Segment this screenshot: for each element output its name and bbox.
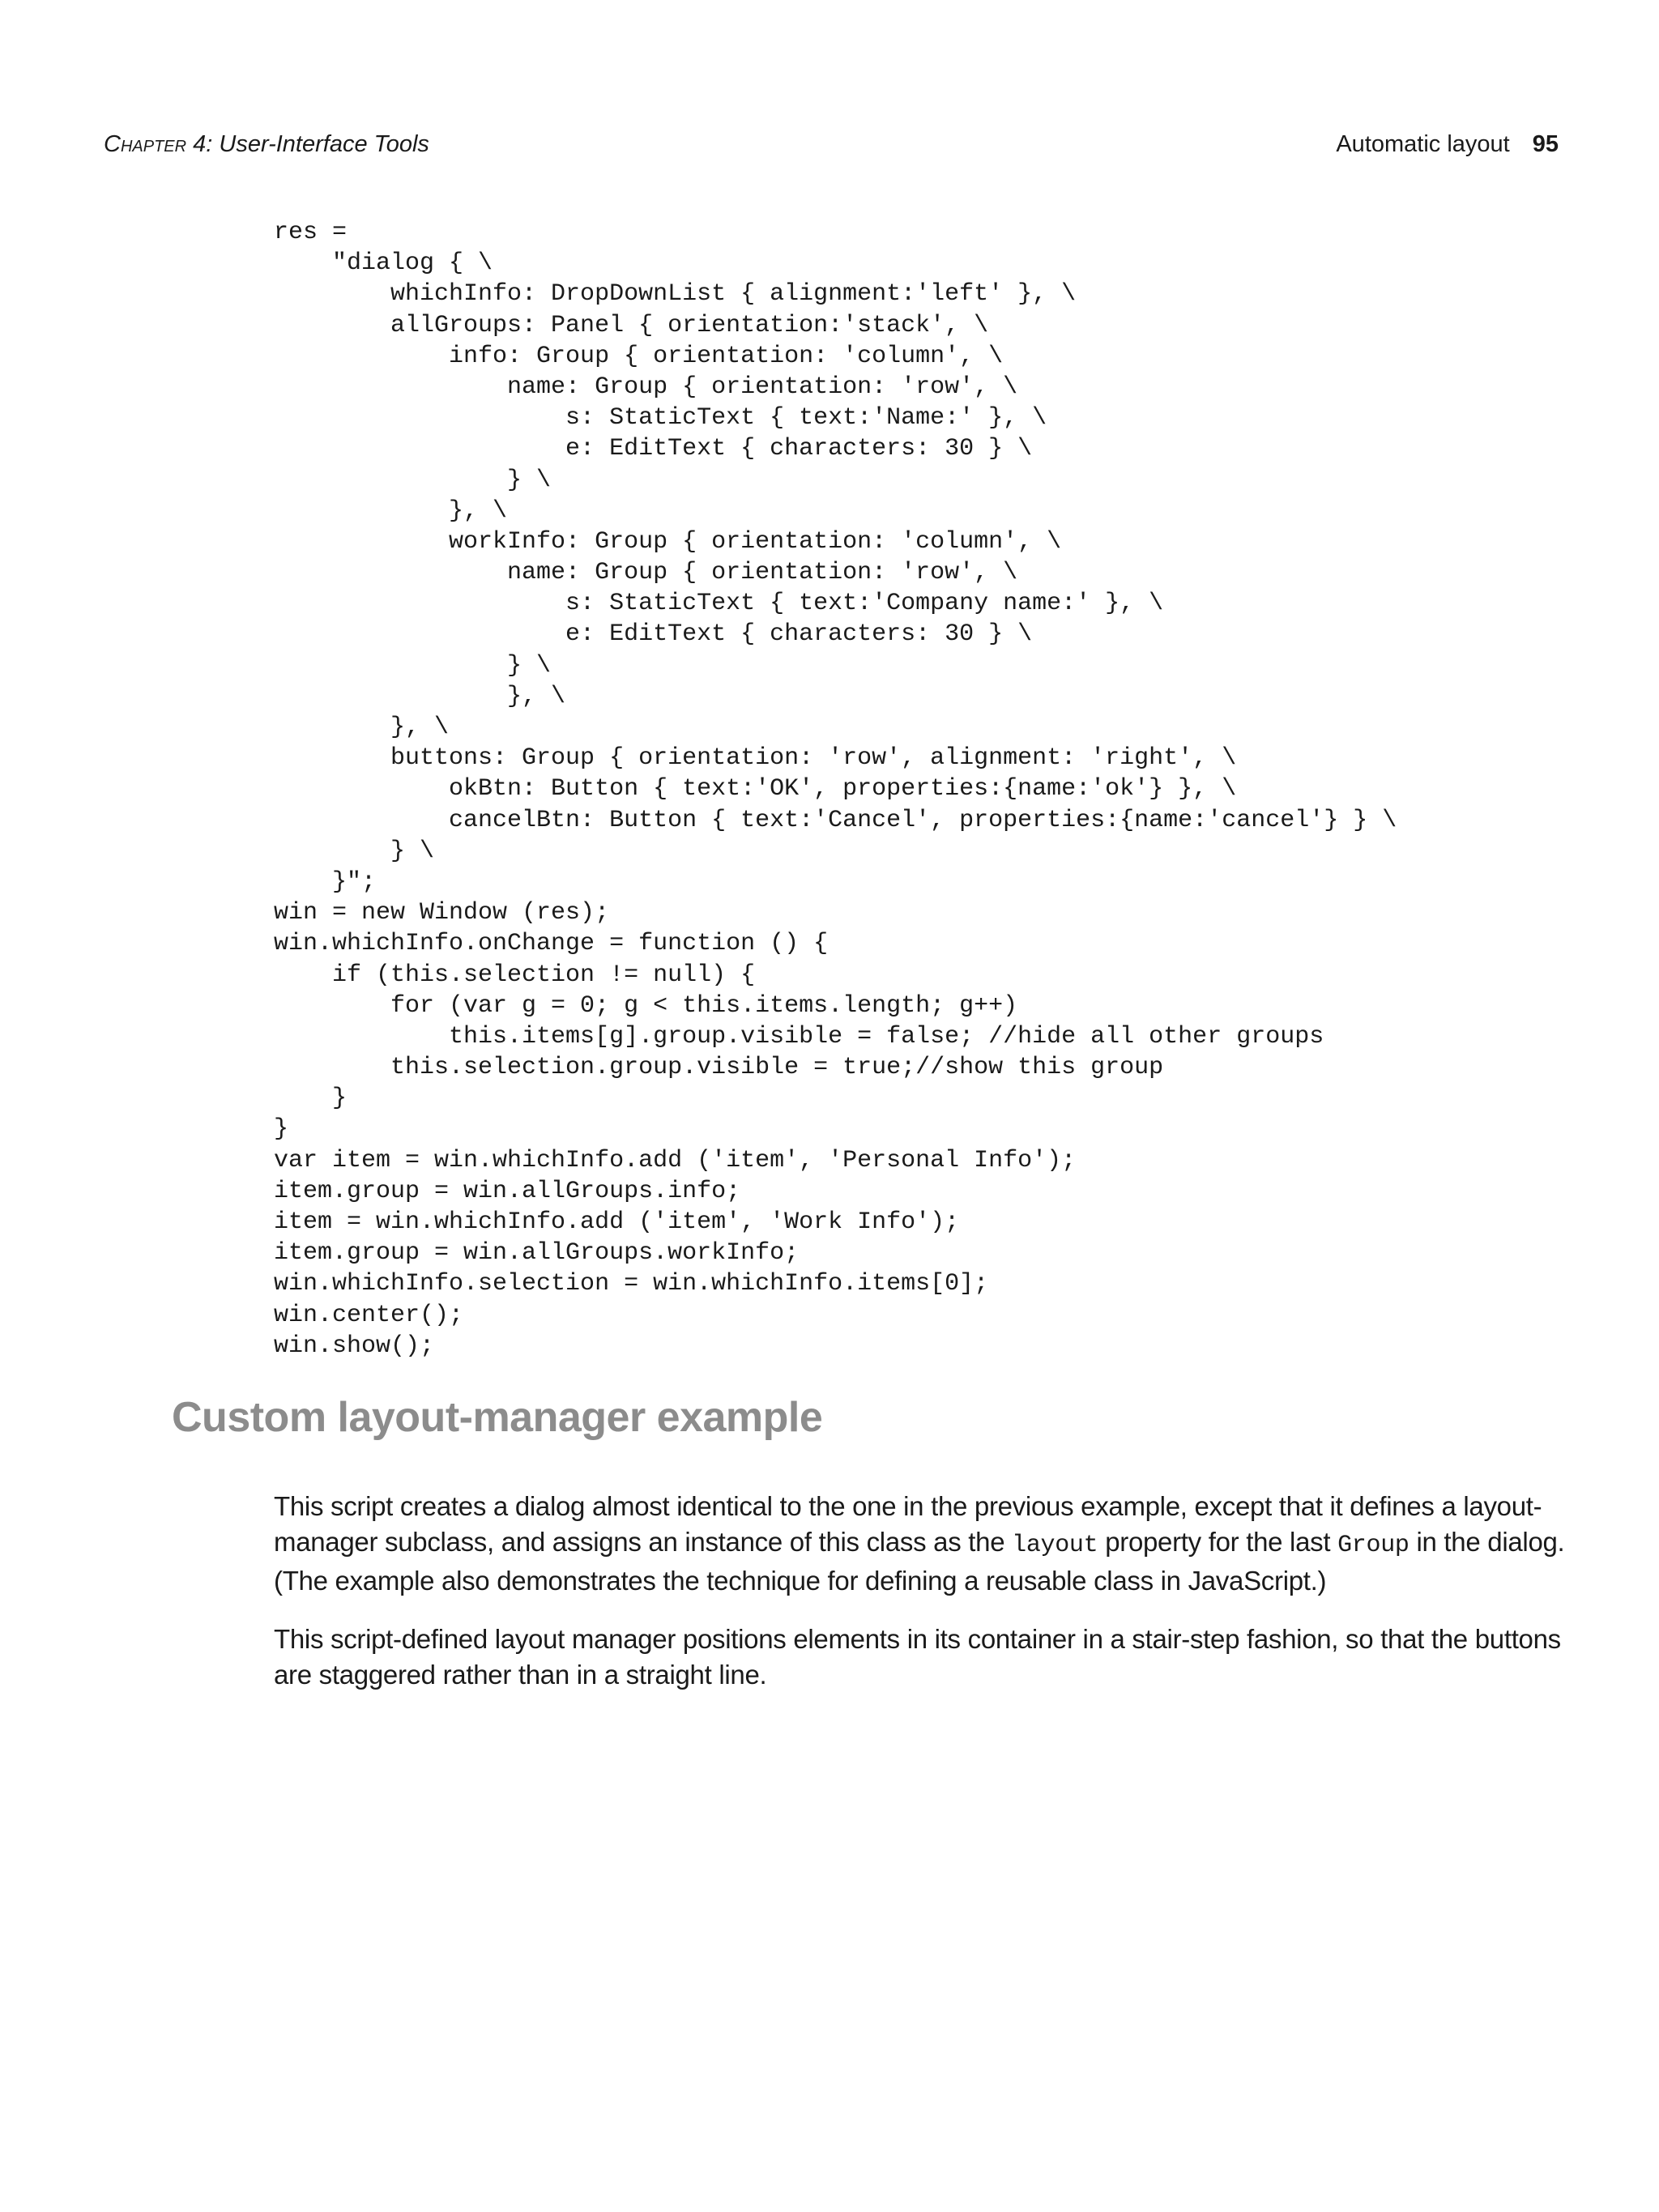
code-line: win = new Window (res);: [274, 899, 610, 927]
code-line: }";: [274, 867, 377, 896]
code-line: item.group = win.allGroups.workInfo;: [274, 1239, 800, 1268]
code-line: okBtn: Button { text:'OK', properties:{name:'ok'} }, \: [274, 775, 1237, 803]
code-line: }, \: [274, 682, 566, 710]
inline-code-layout: layout: [1012, 1532, 1098, 1559]
code-line: allGroups: Panel { orientation:'stack', \: [274, 311, 989, 339]
code-line: } \: [274, 466, 552, 494]
code-line: } \: [274, 837, 435, 865]
code-line: }: [274, 1115, 289, 1144]
code-line: win.show();: [274, 1332, 435, 1360]
code-line: if (this.selection != null) {: [274, 961, 756, 989]
inline-code-group: Group: [1337, 1532, 1410, 1559]
code-line: this.items[g].group.visible = false; //hide all other groups: [274, 1022, 1324, 1051]
code-line: info: Group { orientation: 'column', \: [274, 342, 1004, 370]
code-line: item.group = win.allGroups.info;: [274, 1177, 741, 1205]
code-line: win.center();: [274, 1301, 464, 1329]
code-line: this.selection.group.visible = true;//show this group: [274, 1054, 1164, 1082]
paragraph-text: property for the last: [1098, 1527, 1338, 1557]
code-line: e: EditText { characters: 30 } \: [274, 620, 1033, 649]
paragraph-text: This script creates a dialog almost identical to the one in the previous example, except that it defines a layout-manager subclass, and assigns an instance of this class as the: [274, 1491, 1542, 1557]
code-line: win.whichInfo.selection = win.whichInfo.items[0];: [274, 1270, 989, 1298]
code-line: res =: [274, 219, 348, 246]
section-and-page: [1336, 128, 1559, 160]
chapter-title: [104, 128, 429, 160]
body-paragraph-2: This script-defined layout manager positions elements in its container in a stair-step fashion, so that the buttons are staggered rather than in a straight line.: [274, 1624, 1561, 1690]
code-line: buttons: Group { orientation: 'row', alignment: 'right', \: [274, 744, 1237, 773]
code-line: name: Group { orientation: 'row', \: [274, 373, 1018, 401]
body-paragraph-1: [274, 1489, 1570, 1599]
section-heading: Custom layout-manager example: [172, 1394, 823, 1441]
chapter-prefix: Chapter 4:: [104, 131, 213, 157]
code-line: workInfo: Group { orientation: 'column', \: [274, 527, 1062, 556]
paragraph-text: in the dialog. (The example also demonstrates the technique for defining a reusable class in JavaScript.): [274, 1527, 1565, 1596]
code-line: e: EditText { characters: 30 } \: [274, 435, 1033, 463]
code-line: "dialog { \: [274, 249, 493, 278]
code-line: }, \: [274, 497, 508, 525]
code-line: name: Group { orientation: 'row', \: [274, 559, 1018, 587]
code-line: whichInfo: DropDownList { alignment:'left' }, \: [274, 280, 1077, 309]
code-line: for (var g = 0; g < this.items.length; g++): [274, 991, 1018, 1020]
code-block: [274, 217, 1537, 1362]
code-line: s: StaticText { text:'Company name:' }, \: [274, 590, 1164, 618]
running-header: [104, 128, 1559, 160]
code-line: win.whichInfo.onChange = function () {: [274, 930, 829, 958]
code-line: var item = win.whichInfo.add ('item', 'Personal Info');: [274, 1146, 1077, 1174]
code-line: } \: [274, 651, 552, 680]
chapter-name: User-Interface Tools: [219, 131, 429, 157]
code-line: item = win.whichInfo.add ('item', 'Work Info');: [274, 1208, 960, 1236]
code-line: }: [274, 1085, 348, 1113]
page-number: 95: [1532, 131, 1559, 157]
code-line: s: StaticText { text:'Name:' }, \: [274, 404, 1047, 433]
section-title: Automatic layout: [1336, 131, 1510, 157]
code-line: }, \: [274, 714, 450, 741]
code-line: cancelBtn: Button { text:'Cancel', properties:{name:'cancel'} } \: [274, 806, 1397, 834]
